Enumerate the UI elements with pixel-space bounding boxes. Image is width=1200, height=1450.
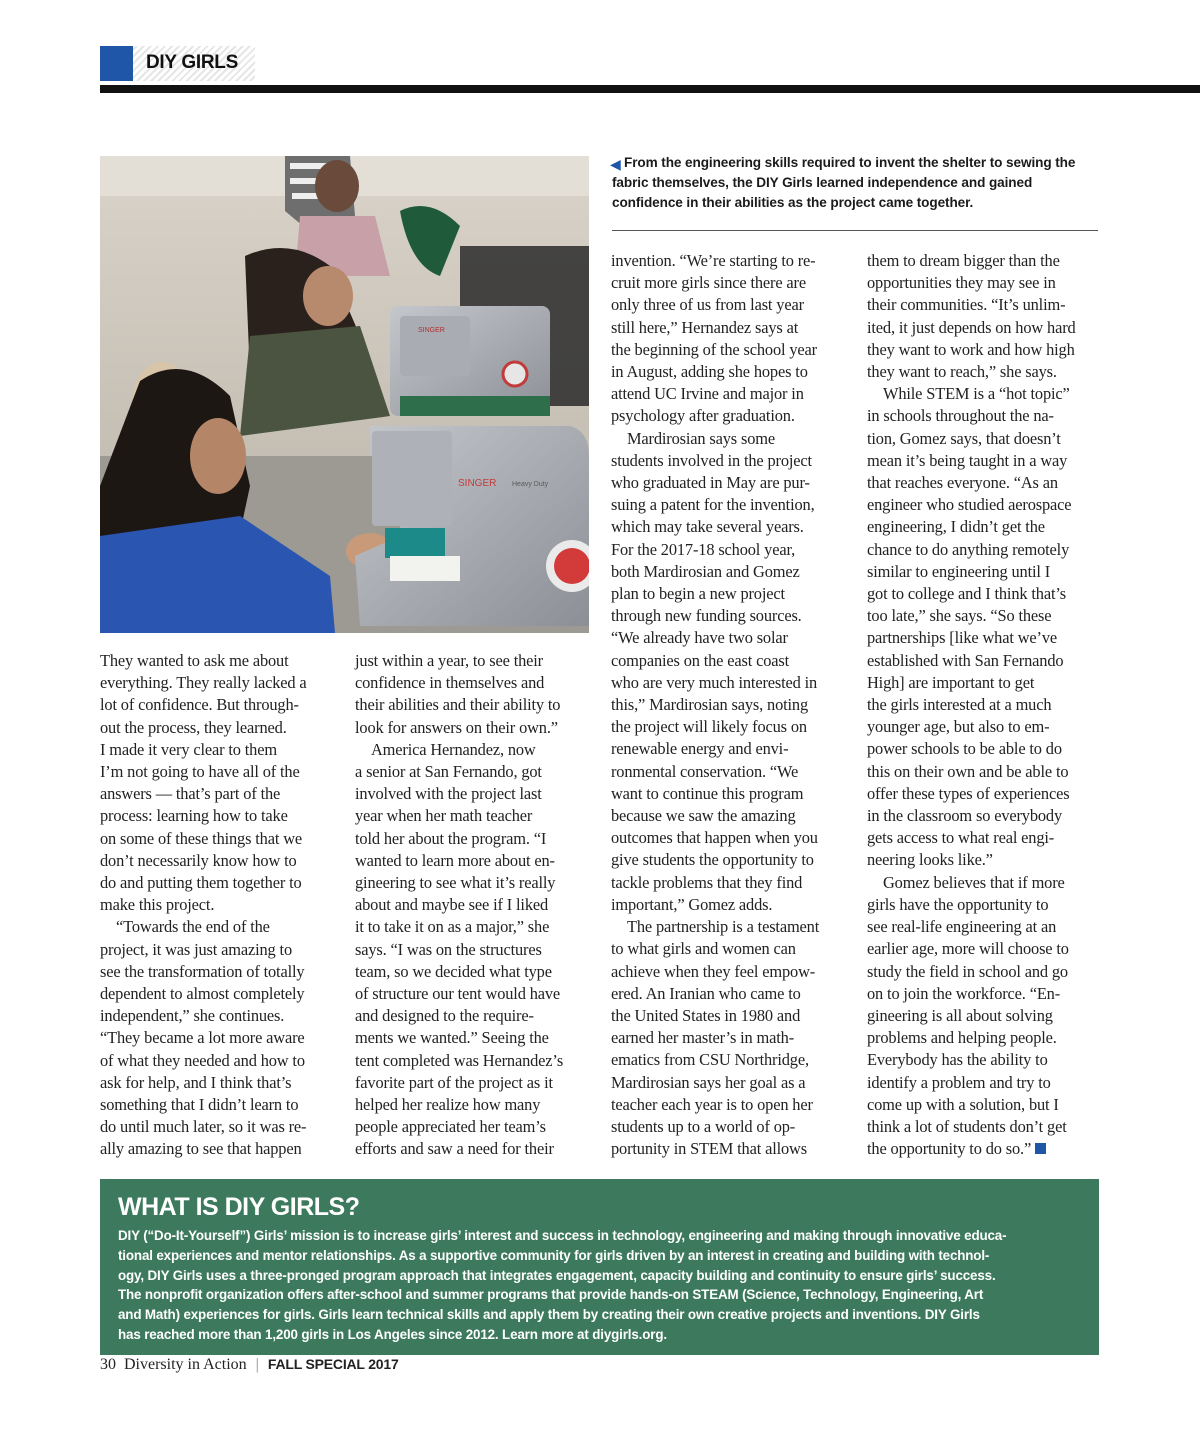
text-line: The partnership is a testament bbox=[627, 917, 820, 937]
text-line: everything. They really lacked a bbox=[100, 673, 307, 693]
page-footer bbox=[100, 1356, 399, 1374]
text-line: answers — that’s part of the bbox=[100, 784, 281, 804]
text-line: do and putting them together to bbox=[100, 873, 302, 893]
text-line: chance to do anything remotely bbox=[867, 539, 1070, 559]
text-line: I made it very clear to them bbox=[100, 739, 277, 759]
text-line: similar to engineering until I bbox=[867, 561, 1051, 581]
sidebar-body bbox=[118, 1226, 1088, 1345]
text-line: on some of these things that we bbox=[100, 828, 303, 848]
sidebar-title: WHAT IS DIY GIRLS? bbox=[118, 1193, 360, 1221]
text-line: younger age, but also to em- bbox=[867, 717, 1050, 737]
text-line: too late,” she says. “So these bbox=[867, 606, 1052, 626]
caption-arrow-icon: ◀ bbox=[610, 156, 621, 172]
text-line: this,” Mardirosian says, noting bbox=[611, 695, 809, 715]
text-line: problems and helping people. bbox=[867, 1028, 1057, 1048]
text-line: mean it’s being taught in a way bbox=[867, 450, 1068, 470]
text-line: got to college and I think that’s bbox=[867, 584, 1066, 604]
sewing-photo bbox=[100, 156, 589, 633]
text-line: girls have the opportunity to bbox=[867, 894, 1049, 914]
text-line: the opportunity to do so.” bbox=[867, 1139, 1032, 1159]
section-label: DIY GIRLS bbox=[146, 52, 238, 73]
about-sidebar bbox=[100, 1179, 1099, 1355]
text-line: students involved in the project bbox=[611, 450, 812, 470]
text-line: attend UC Irvine and major in bbox=[611, 384, 804, 404]
publication-name: Diversity in Action bbox=[124, 1356, 247, 1373]
text-line: they want to work and how high bbox=[867, 339, 1075, 359]
text-line: earned her master’s in math- bbox=[611, 1028, 795, 1048]
text-line: ited, it just depends on how hard bbox=[867, 317, 1076, 337]
text-line: do until much later, so it was re- bbox=[100, 1117, 307, 1137]
photo-caption: From the engineering skills required to invent the shelter to sewing the fabric themselves, the DIY Girls learned independence and gained confidence in their abilities as the project came together. bbox=[612, 155, 1076, 210]
text-line: ments we wanted.” Seeing the bbox=[355, 1028, 549, 1048]
text-line: don’t necessarily know how to bbox=[100, 850, 297, 870]
text-line: about and maybe see if I liked bbox=[355, 895, 549, 915]
sidebar-line: has reached more than 1,200 girls in Los Angeles since 2012. Learn more at diygirls.org. bbox=[118, 1326, 667, 1342]
text-line: their communities. “It’s unlim- bbox=[867, 295, 1066, 315]
text-line: process: learning how to take bbox=[100, 806, 288, 826]
sidebar-line: The nonprofit organization offers after-school and summer programs that provide hands-on STEAM (Science, Technology, Engineering, Art bbox=[118, 1287, 984, 1303]
text-line: Gomez believes that if more bbox=[883, 872, 1065, 892]
text-line: to what girls and women can bbox=[611, 939, 796, 959]
text-line: lot of confidence. But through- bbox=[100, 695, 299, 715]
text-line: only three of us from last year bbox=[611, 295, 804, 315]
text-line: team, so we decided what type bbox=[355, 961, 552, 981]
text-line: “We already have two solar bbox=[611, 628, 788, 648]
text-line: who graduated in May are pur- bbox=[611, 473, 810, 493]
text-line: ally amazing to see that happen bbox=[100, 1139, 302, 1159]
text-line: confidence in themselves and bbox=[355, 673, 545, 693]
text-line: Mardirosian says some bbox=[627, 428, 775, 448]
text-line: psychology after graduation. bbox=[611, 406, 795, 426]
sidebar-line: ogy, DIY Girls uses a three-pronged program approach that integrates engagement, capacity building and continuity to ensure girls’ success. bbox=[118, 1267, 996, 1283]
text-line: year when her math teacher bbox=[355, 806, 533, 826]
text-line: ask for help, and I think that’s bbox=[100, 1072, 292, 1092]
text-line: gineering is all about solving bbox=[867, 1005, 1053, 1025]
text-line: identify a problem and try to bbox=[867, 1072, 1051, 1092]
text-line: gets access to what real engi- bbox=[867, 828, 1055, 848]
text-line: study the field in school and go bbox=[867, 961, 1068, 981]
text-line: of structure our tent would have bbox=[355, 984, 561, 1004]
text-line: neering looks like.” bbox=[867, 850, 993, 870]
text-line: told her about the program. “I bbox=[355, 828, 547, 848]
text-line: I’m not going to have all of the bbox=[100, 762, 300, 782]
text-line: that reaches everyone. “As an bbox=[867, 473, 1058, 493]
text-line: give students the opportunity to bbox=[611, 850, 814, 870]
text-line: who are very much interested in bbox=[611, 672, 818, 692]
text-line: see the transformation of totally bbox=[100, 961, 305, 981]
text-line: look for answers on their own.” bbox=[355, 717, 558, 737]
front-machine-model: Heavy Duty bbox=[512, 481, 549, 488]
article-column-1 bbox=[100, 650, 340, 1161]
footer-separator: | bbox=[255, 1356, 259, 1373]
text-line: out the process, they learned. bbox=[100, 717, 287, 737]
text-line: of what they needed and how to bbox=[100, 1050, 305, 1070]
text-line: favorite part of the project as it bbox=[355, 1072, 553, 1092]
text-line: them to dream bigger than the bbox=[867, 251, 1060, 270]
front-machine-brand: SINGER bbox=[458, 478, 497, 489]
text-line: suing a patent for the invention, bbox=[611, 495, 815, 515]
text-line: companies on the east coast bbox=[611, 650, 790, 670]
text-line: teacher each year is to open her bbox=[611, 1094, 813, 1114]
text-line: come up with a solution, but I bbox=[867, 1094, 1059, 1114]
text-line: power schools to be able to do bbox=[867, 739, 1062, 759]
text-line: their abilities and their ability to bbox=[355, 695, 561, 715]
text-line: offer these types of experiences bbox=[867, 783, 1070, 803]
text-line: they want to reach,” she says. bbox=[867, 362, 1057, 382]
text-line: a senior at San Fernando, got bbox=[355, 762, 542, 782]
text-line: helped her realize how many bbox=[355, 1095, 541, 1115]
text-line: established with San Fernando bbox=[867, 650, 1064, 670]
section-color-square bbox=[100, 46, 133, 81]
text-line: High] are important to get bbox=[867, 672, 1035, 692]
page-number: 30 bbox=[100, 1356, 116, 1373]
text-line: engineering, I didn’t get the bbox=[867, 517, 1045, 537]
text-line: outcomes that happen when you bbox=[611, 828, 818, 848]
text-line: tackle problems that they find bbox=[611, 872, 803, 892]
text-line: want to continue this program bbox=[611, 783, 804, 803]
sewing-photo-illustration bbox=[100, 156, 589, 633]
text-line: see real-life engineering at an bbox=[867, 917, 1057, 937]
text-line: ronmental conservation. “We bbox=[611, 761, 799, 781]
article-column-4 bbox=[867, 250, 1107, 1160]
text-line: the girls interested at a much bbox=[867, 695, 1052, 715]
text-line: something that I didn’t learn to bbox=[100, 1095, 299, 1115]
text-line: and designed to the require- bbox=[355, 1006, 534, 1026]
text-line: cruit more girls since there are bbox=[611, 273, 806, 293]
text-line: “Towards the end of the bbox=[116, 917, 270, 937]
issue-label: FALL SPECIAL 2017 bbox=[267, 1356, 399, 1372]
text-line: independent,” she continues. bbox=[100, 1006, 285, 1026]
text-line: important,” Gomez adds. bbox=[611, 894, 773, 914]
text-line: wanted to learn more about en- bbox=[355, 850, 555, 870]
sidebar-line: and Math) experiences for girls. Girls learn technical skills and apply them by creating their own creative projects and inventions. DIY Girls bbox=[118, 1307, 980, 1323]
text-line: achieve when they feel empow- bbox=[611, 961, 816, 981]
text-line: through new funding sources. bbox=[611, 606, 802, 626]
text-line: project, it was just amazing to bbox=[100, 939, 292, 959]
text-line: For the 2017-18 school year, bbox=[611, 539, 796, 559]
text-line: “They became a lot more aware bbox=[100, 1028, 305, 1048]
text-line: earlier age, more will choose to bbox=[867, 939, 1069, 959]
text-line: people appreciated her team’s bbox=[355, 1117, 546, 1137]
text-line: They wanted to ask me about bbox=[100, 651, 289, 670]
end-mark-icon bbox=[1035, 1143, 1046, 1154]
text-line: the beginning of the school year bbox=[611, 339, 817, 359]
caption-rule bbox=[612, 230, 1098, 231]
text-line: America Hernandez, now bbox=[371, 739, 536, 759]
text-line: this on their own and be able to bbox=[867, 761, 1069, 781]
last-text-line bbox=[867, 1138, 1107, 1160]
text-line: invention. “We’re starting to re- bbox=[611, 251, 816, 270]
text-line: renewable energy and envi- bbox=[611, 739, 789, 759]
text-line: because we saw the amazing bbox=[611, 806, 796, 826]
article-column-3 bbox=[611, 250, 851, 1160]
text-line: efforts and saw a need for their bbox=[355, 1139, 554, 1159]
sidebar-line: tional experiences and mentor relationships. As a supportive community for girls driven by an interest in creating and building with technol- bbox=[118, 1247, 990, 1263]
text-line: partnerships [like what we’ve bbox=[867, 628, 1057, 648]
sidebar-line: DIY (“Do-It-Yourself”) Girls’ mission is to increase girls’ interest and success in technology, engineering and making through innovative educa- bbox=[118, 1228, 1007, 1243]
text-line: dependent to almost completely bbox=[100, 984, 305, 1004]
text-line: think a lot of students don’t get bbox=[867, 1116, 1067, 1136]
text-line: in schools throughout the na- bbox=[867, 406, 1054, 426]
text-line: ered. An Iranian who came to bbox=[611, 983, 801, 1003]
text-line: make this project. bbox=[100, 895, 215, 915]
text-line: the United States in 1980 and bbox=[611, 1005, 801, 1025]
text-line: just within a year, to see their bbox=[355, 651, 543, 670]
text-line: ematics from CSU Northridge, bbox=[611, 1050, 809, 1070]
text-line: plan to begin a new project bbox=[611, 584, 785, 604]
article-column-2 bbox=[355, 650, 595, 1161]
text-line: Everybody has the ability to bbox=[867, 1050, 1048, 1070]
text-line: engineer who studied aerospace bbox=[867, 495, 1072, 515]
text-line: on to join the workforce. “En- bbox=[867, 983, 1061, 1003]
text-line: gineering to see what it’s really bbox=[355, 873, 556, 893]
text-line: opportunities they may see in bbox=[867, 273, 1056, 293]
text-line: both Mardirosian and Gomez bbox=[611, 561, 800, 581]
text-line: students up to a world of op- bbox=[611, 1116, 796, 1136]
text-line: tent completed was Hernandez’s bbox=[355, 1050, 564, 1070]
text-line: portunity in STEM that allows bbox=[611, 1139, 807, 1159]
text-line: says. “I was on the structures bbox=[355, 939, 542, 959]
back-machine-brand: SINGER bbox=[418, 327, 445, 334]
text-line: it to take it on as a major,” she bbox=[355, 917, 550, 937]
text-line: in the classroom so everybody bbox=[867, 806, 1063, 826]
text-line: still here,” Hernandez says at bbox=[611, 317, 799, 337]
text-line: which may take several years. bbox=[611, 517, 804, 537]
text-line: Mardirosian says her goal as a bbox=[611, 1072, 806, 1092]
text-line: in August, adding she hopes to bbox=[611, 362, 808, 382]
text-line: While STEM is a “hot topic” bbox=[883, 384, 1070, 404]
text-line: involved with the project last bbox=[355, 784, 542, 804]
text-line: the project will likely focus on bbox=[611, 717, 807, 737]
header-rule bbox=[100, 85, 1200, 93]
text-line: tion, Gomez says, that doesn’t bbox=[867, 428, 1061, 448]
